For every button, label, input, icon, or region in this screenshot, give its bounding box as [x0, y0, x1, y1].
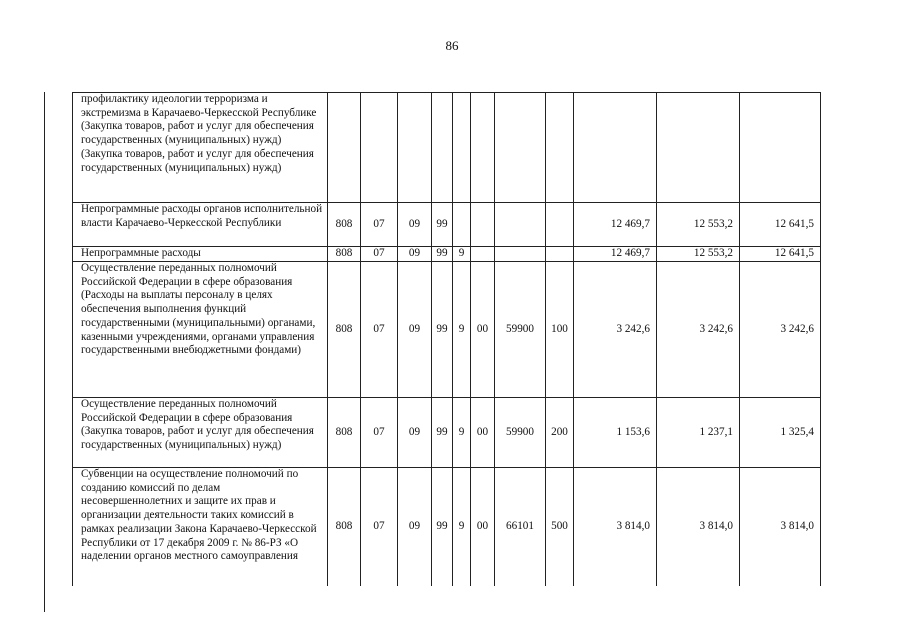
program-code: 99: [432, 203, 453, 247]
subprogram-code: [453, 93, 471, 203]
subsection-code: 09: [398, 398, 432, 468]
direction-code: [471, 93, 495, 203]
admin-code: 808: [328, 468, 361, 586]
amount-year-2: [657, 93, 740, 203]
section-code: 07: [361, 398, 398, 468]
amount-year-3: 12 641,5: [740, 203, 821, 247]
section-code: 07: [361, 247, 398, 262]
program-code: 99: [432, 398, 453, 468]
amount-year-1: [574, 93, 657, 203]
expense-type-code: 500: [546, 468, 574, 586]
program-code: [432, 93, 453, 203]
amount-year-1: 3 814,0: [574, 468, 657, 586]
direction-code: 00: [471, 262, 495, 398]
table-row: [73, 93, 821, 203]
program-code: 99: [432, 247, 453, 262]
admin-code: 808: [328, 262, 361, 398]
subprogram-code: 9: [453, 247, 471, 262]
admin-code: [328, 93, 361, 203]
admin-code: 808: [328, 398, 361, 468]
section-code: 07: [361, 262, 398, 398]
subsection-code: 09: [398, 203, 432, 247]
direction-code: 00: [471, 468, 495, 586]
subprogram-code: 9: [453, 262, 471, 398]
program-code: 99: [432, 262, 453, 398]
target-code: 59900: [495, 262, 546, 398]
direction-code: 00: [471, 398, 495, 468]
target-code: [495, 203, 546, 247]
subsection-code: [398, 93, 432, 203]
expense-type-code: [546, 247, 574, 262]
amount-year-2: 3 242,6: [657, 262, 740, 398]
row-description: Осуществление переданных полномочий Российской Федерации в сфере образования (Закупка товаров, работ и услуг для обеспечения государственных (муниципальных) нужд): [73, 398, 328, 468]
amount-year-3: 12 641,5: [740, 247, 821, 262]
subsection-code: 09: [398, 247, 432, 262]
amount-year-3: [740, 93, 821, 203]
target-code: [495, 93, 546, 203]
target-code: [495, 247, 546, 262]
direction-code: [471, 247, 495, 262]
table-row: [73, 398, 821, 468]
amount-year-1: 1 153,6: [574, 398, 657, 468]
table-row: [73, 468, 821, 586]
budget-table: [72, 92, 821, 586]
expense-type-code: 100: [546, 262, 574, 398]
section-code: [361, 93, 398, 203]
amount-year-3: 3 814,0: [740, 468, 821, 586]
program-code: 99: [432, 468, 453, 586]
section-code: 07: [361, 203, 398, 247]
amount-year-2: 12 553,2: [657, 247, 740, 262]
amount-year-1: 12 469,7: [574, 203, 657, 247]
amount-year-3: 3 242,6: [740, 262, 821, 398]
amount-year-3: 1 325,4: [740, 398, 821, 468]
amount-year-1: 12 469,7: [574, 247, 657, 262]
row-description: Субвенции на осуществление полномочий по созданию комиссий по делам несовершеннолетних и защите их прав и организации деятельности таких комиссий в рамках реализации Закона Карачаево-Черкесской Республики от 17 декабря 2009 г. № 86-РЗ «О наделении органов местного самоуправления: [73, 468, 328, 586]
amount-year-2: 1 237,1: [657, 398, 740, 468]
section-code: 07: [361, 468, 398, 586]
table-left-margin-column: [44, 92, 73, 612]
row-description: Осуществление переданных полномочий Российской Федерации в сфере образования (Расходы на выплаты персоналу в целях обеспечения выполнения функций государственными (муниципальными) органами, казенными учреждениями, органами управления государственными внебюджетными фондами): [73, 262, 328, 398]
table-row: [73, 203, 821, 247]
table-row: [73, 262, 821, 398]
page-number: 86: [445, 38, 459, 53]
amount-year-2: 12 553,2: [657, 203, 740, 247]
amount-year-1: 3 242,6: [574, 262, 657, 398]
admin-code: 808: [328, 203, 361, 247]
subsection-code: 09: [398, 262, 432, 398]
subprogram-code: [453, 203, 471, 247]
direction-code: [471, 203, 495, 247]
subsection-code: 09: [398, 468, 432, 586]
expense-type-code: 200: [546, 398, 574, 468]
admin-code: 808: [328, 247, 361, 262]
expense-type-code: [546, 203, 574, 247]
subprogram-code: 9: [453, 468, 471, 586]
expense-type-code: [546, 93, 574, 203]
amount-year-2: 3 814,0: [657, 468, 740, 586]
row-description: Непрограммные расходы: [73, 247, 328, 262]
row-description: профилактику идеологии терроризма и экстремизма в Карачаево-Черкесской Республике (Закупка товаров, работ и услуг для обеспечения государственных (муниципальных) нужд) (Закупка товаров, работ и услуг для обеспечения государственных (муниципальных) нужд): [73, 93, 328, 203]
target-code: 66101: [495, 468, 546, 586]
target-code: 59900: [495, 398, 546, 468]
subprogram-code: 9: [453, 398, 471, 468]
table-row: [73, 247, 821, 262]
row-description: Непрограммные расходы органов исполнительной власти Карачаево-Черкесской Республики: [73, 203, 328, 247]
